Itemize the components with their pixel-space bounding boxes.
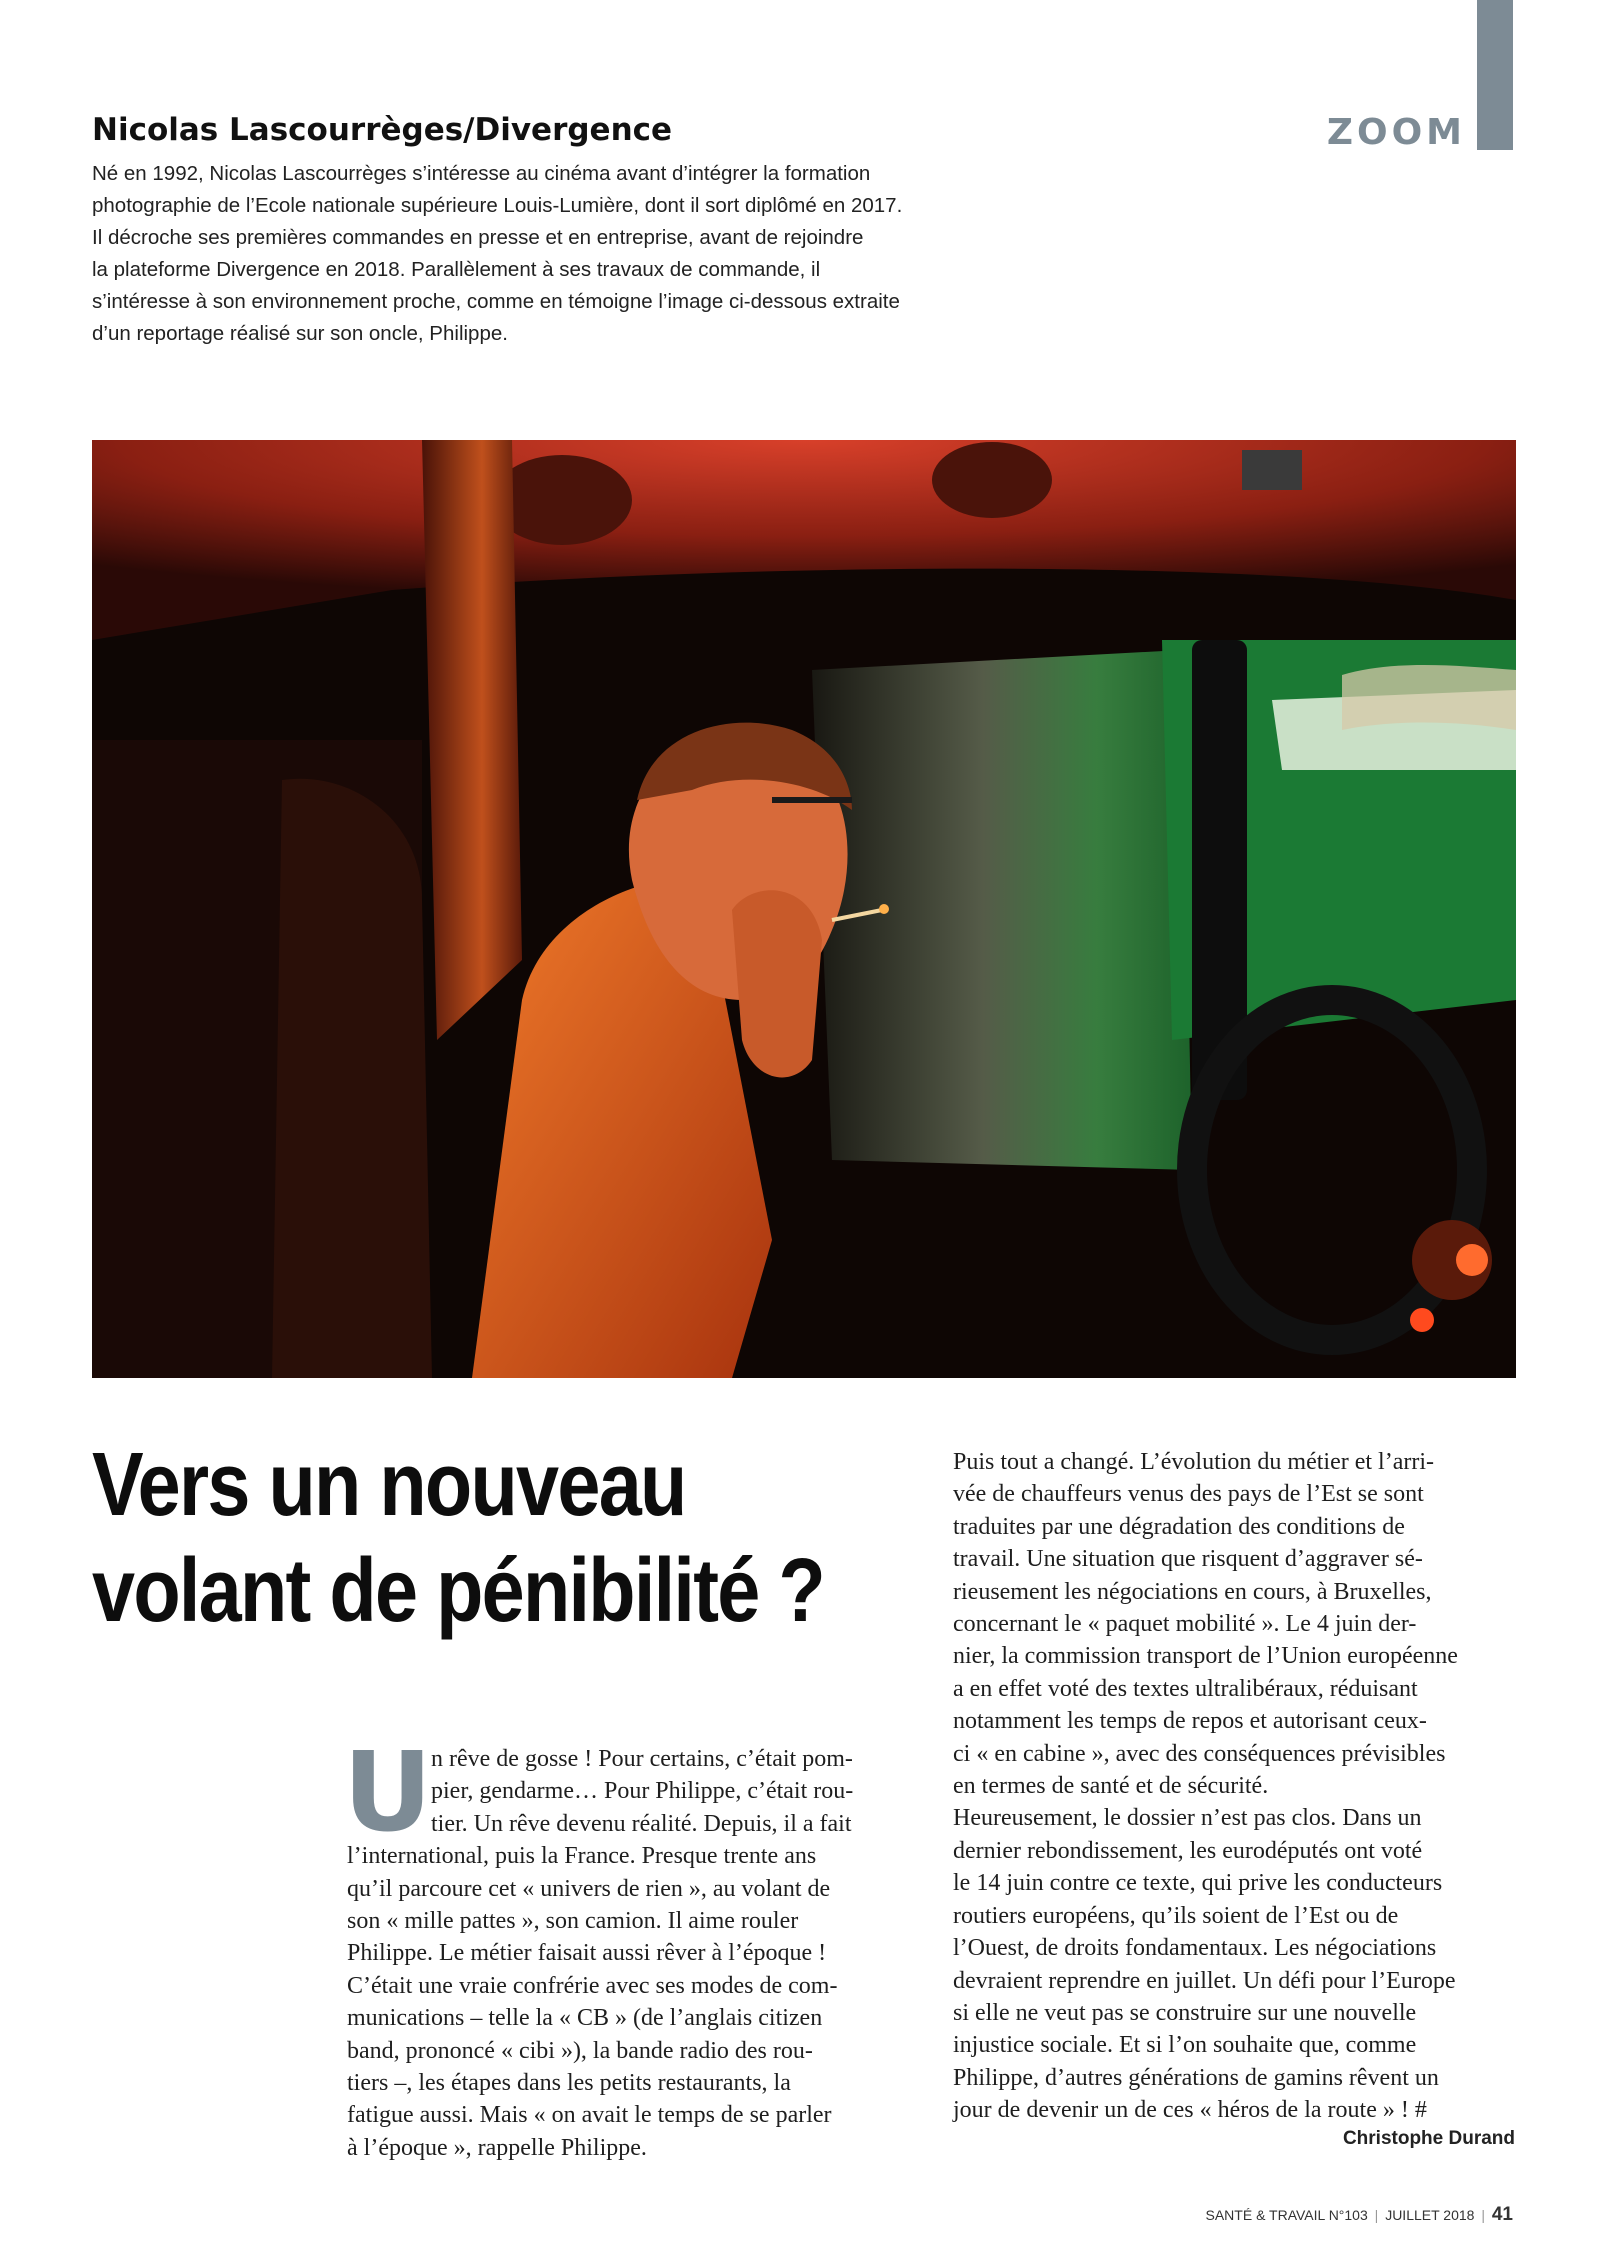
body-line: pier, gendarme… Pour Philippe, c’était rou- — [431, 1778, 854, 1805]
page-number: 41 — [1491, 2204, 1513, 2225]
article-column-right — [953, 1446, 1515, 2127]
body-line: rieusement les négociations en cours, à Bruxelles, — [953, 1578, 1432, 1605]
body-line: tier. Un rêve devenu réalité. Depuis, il a fait — [431, 1810, 852, 1837]
footer-magazine: SANTÉ & TRAVAIL — [1205, 2207, 1325, 2223]
footer-separator: | — [1481, 2207, 1485, 2223]
article-headline — [92, 1432, 849, 1644]
feature-photo — [92, 440, 1516, 1378]
footer-issue: N°103 — [1328, 2207, 1368, 2223]
article-author: Christophe Durand — [1342, 2128, 1515, 2149]
footer-separator: | — [1374, 2207, 1379, 2223]
body-line: tiers –, les étapes dans les petits restaurants, la — [347, 2070, 791, 2097]
bio-line: Né en 1992, Nicolas Lascourrèges s’intéresse au cinéma avant d’intégrer la formation — [92, 162, 871, 185]
body-line: qu’il parcoure cet « univers de rien », au volant de — [347, 1875, 831, 1902]
body-line: à l’époque », rappelle Philippe. — [347, 2134, 647, 2161]
bio-line: Il décroche ses premières commandes en presse et en entreprise, avant de rejoindre — [92, 226, 864, 249]
body-line: vée de chauffeurs venus des pays de l’Est se sont — [953, 1481, 1424, 1508]
body-line: routiers européens, qu’ils soient de l’Est ou de — [953, 1902, 1399, 1929]
body-line: son « mille pattes », son camion. Il aime rouler — [347, 1908, 799, 1935]
body-line: munications – telle la « CB » (de l’anglais citizen — [347, 2005, 823, 2032]
body-line: travail. Une situation que risquent d’aggraver sé- — [953, 1546, 1423, 1573]
bio-line: photographie de l’Ecole nationale supérieure Louis-Lumière, dont il sort diplômé en 2017. — [92, 194, 903, 217]
body-line: Heureusement, le dossier n’est pas clos. Dans un — [953, 1805, 1422, 1832]
body-line: injustice sociale. Et si l’on souhaite que, comme — [953, 2032, 1417, 2059]
body-line: fatigue aussi. Mais « on avait le temps de se parler — [347, 2102, 832, 2129]
article-column-left — [347, 1743, 907, 2164]
page-footer — [1206, 2204, 1514, 2226]
body-line: band, prononcé « cibi »), la bande radio des rou- — [347, 2037, 813, 2064]
body-line: Puis tout a changé. L’évolution du métier et l’arri- — [953, 1449, 1434, 1475]
bio-line: la plateforme Divergence en 2018. Parallèlement à ses travaux de commande, il — [92, 258, 821, 281]
body-line: Philippe. Le métier faisait aussi rêver à l’époque ! — [347, 1940, 827, 1967]
body-line: devraient reprendre en juillet. Un défi pour l’Europe — [953, 1967, 1456, 1994]
body-line: C’était une vraie confrérie avec ses modes de com- — [347, 1972, 838, 1999]
body-line: Philippe, d’autres générations de gamins rêvent un — [953, 2064, 1439, 2091]
body-line: l’international, puis la France. Presque trente ans — [347, 1843, 817, 1870]
body-line: l’Ouest, de droits fondamentaux. Les négociations — [953, 1935, 1437, 1962]
body-line: en termes de santé et de sécurité. — [953, 1773, 1269, 1800]
body-line: le 14 juin contre ce texte, qui prive les conducteurs — [953, 1870, 1443, 1897]
section-accent-bar — [1477, 0, 1513, 150]
bio-line: s’intéresse à son environnement proche, comme en témoigne l’image ci-dessous extraite — [92, 290, 900, 313]
headline-line: volant de pénibilité ? — [92, 1541, 824, 1641]
body-line: jour de devenir un de ces « héros de la route » ! # — [953, 2097, 1427, 2124]
footer-date: JUILLET 2018 — [1385, 2207, 1475, 2223]
photographer-bio — [92, 158, 932, 350]
body-line: ci « en cabine », avec des conséquences prévisibles — [953, 1740, 1446, 1767]
body-line: n rêve de gosse ! Pour certains, c’était pom- — [431, 1746, 853, 1772]
body-line: si elle ne veut pas se construire sur une nouvelle — [953, 1999, 1417, 2026]
body-line: nier, la commission transport de l’Union européenne — [953, 1643, 1458, 1670]
body-line: notamment les temps de repos et autorisant ceux- — [953, 1708, 1427, 1735]
body-line: a en effet voté des textes ultralibéraux, réduisant — [953, 1675, 1418, 1702]
body-line: concernant le « paquet mobilité ». Le 4 juin der- — [953, 1611, 1417, 1638]
bio-line: d’un reportage réalisé sur son oncle, Philippe. — [92, 322, 508, 345]
section-label: ZOOM — [1326, 112, 1466, 153]
drop-cap: U — [343, 1728, 433, 1856]
photographer-name: Nicolas Lascourrèges/Divergence — [92, 112, 673, 148]
headline-line: Vers un nouveau — [92, 1435, 686, 1535]
body-line: dernier rebondissement, les eurodéputés ont voté — [953, 1837, 1423, 1864]
body-line: traduites par une dégradation des conditions de — [953, 1513, 1405, 1540]
